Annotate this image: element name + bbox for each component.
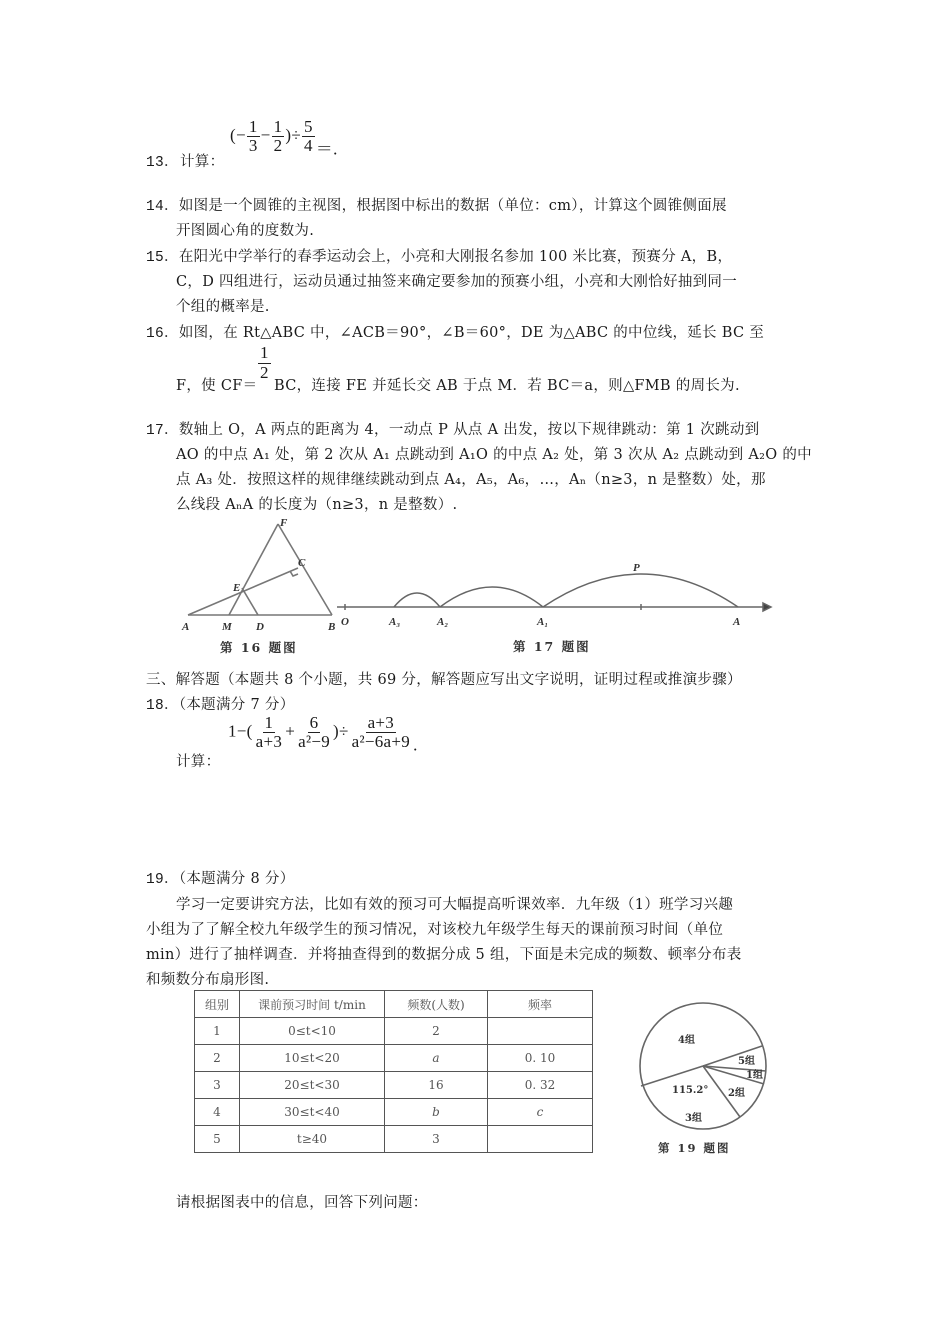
svg-text:P: P xyxy=(633,562,640,574)
svg-text:A₁: A₁ xyxy=(537,616,549,628)
question-number: 17． xyxy=(146,423,179,439)
question-14-line2: 开图圆心角的度数为. xyxy=(176,223,315,239)
question-score: （本题满分 7 分） xyxy=(178,697,295,713)
question-number: 19． xyxy=(146,872,179,888)
question-number: 15． xyxy=(146,250,179,266)
header-cell: 组别 xyxy=(195,991,240,1018)
svg-text:M: M xyxy=(222,621,232,633)
figure-17 xyxy=(333,555,778,660)
svg-text:D: D xyxy=(256,621,264,633)
text-segment: F，使 CF＝ xyxy=(176,378,258,394)
cell: 0. 32 xyxy=(488,1072,593,1099)
question-text: 数轴上 O，A 两点的距离为 4，一动点 P 从点 A 出发，按以下规律跳动：第 1 次跳动到 xyxy=(178,422,760,438)
section-heading: 三、解答题（本题共 8 个小题，共 69 分，解答题应写出文字说明，证明过程或推演步骤） xyxy=(146,672,742,688)
figure-17-caption: 第 17 题图 xyxy=(513,639,591,654)
svg-text:F: F xyxy=(280,518,288,529)
pie-chart-caption: 第 19 题图 xyxy=(658,1141,731,1155)
svg-text:E: E xyxy=(233,582,241,594)
header-cell: 频数(人数) xyxy=(385,991,488,1018)
svg-text:115.2°: 115.2° xyxy=(672,1085,709,1096)
cell: 2 xyxy=(195,1045,240,1072)
question-label: 计算： xyxy=(180,154,225,170)
svg-text:O: O xyxy=(341,616,349,628)
cell xyxy=(488,1126,593,1153)
cell: 10≤t<20 xyxy=(240,1045,385,1072)
question-17-line3: 点 A₃ 处．按照这样的规律继续跳动到点 A₄，A₅，A₆，…，Aₙ（n≥3，n 是整数）处，那 xyxy=(176,472,766,488)
cell: 2 xyxy=(385,1018,488,1045)
cell: 0≤t<10 xyxy=(240,1018,385,1045)
cell: 3 xyxy=(385,1126,488,1153)
table-row xyxy=(195,1099,593,1126)
question-label: 计算： xyxy=(176,754,221,770)
question-15-line2: C，D 四组进行，运动员通过抽签来确定要参加的预赛小组，小亮和大刚恰好抽到同一 xyxy=(176,274,738,290)
cell: 1 xyxy=(195,1018,240,1045)
cell: 16 xyxy=(385,1072,488,1099)
cell: a xyxy=(385,1045,488,1072)
cell: 30≤t<40 xyxy=(240,1099,385,1126)
question-19-para-4: 和频数分布扇形图. xyxy=(146,972,270,988)
question-15-line3: 个组的概率是. xyxy=(176,299,270,315)
table-row xyxy=(195,1045,593,1072)
svg-text:3组: 3组 xyxy=(685,1113,702,1124)
svg-text:B: B xyxy=(328,621,336,633)
table-row xyxy=(195,1126,593,1153)
question-text: 如图是一个圆锥的主视图，根据图中标出的数据（单位：cm），计算这个圆锥侧面展 xyxy=(178,198,727,214)
question-text: 在阳光中学举行的春季运动会上，小亮和大刚报名参加 100 米比赛，预赛分 A，B， xyxy=(178,249,733,265)
question-number: 18． xyxy=(146,698,179,714)
table-row xyxy=(195,1018,593,1045)
figure-16 xyxy=(172,518,347,658)
question-number: 13． xyxy=(146,155,179,171)
question-text: 如图，在 Rt△ABC 中，∠ACB＝90°，∠B＝60°，DE 为△ABC 的中位线，延长 BC 至 xyxy=(178,325,765,341)
svg-text:A: A xyxy=(182,621,190,633)
question-17-line2: AO 的中点 A₁ 处，第 2 次从 A₁ 点跳动到 A₁O 的中点 A₂ 处，第 3 次从 A₂ 点跳动到 A₂O 的中 xyxy=(176,447,812,463)
triangle-diagram xyxy=(172,518,347,658)
question-17-line4: 么线段 AₙA 的长度为（n≥3，n 是整数）. xyxy=(176,497,458,513)
cell: 20≤t<30 xyxy=(240,1072,385,1099)
question-number: 14． xyxy=(146,199,179,215)
question-16 xyxy=(146,321,764,342)
math-expression: 1−( $\frac{1}{a+3}$ + $\frac{6}{\text{a²−9}}$ )÷ $\frac{a+3}{\text{a²−6a+9}}$ . xyxy=(228,713,418,755)
question-number: 16． xyxy=(146,326,179,342)
svg-text:A₃: A₃ xyxy=(389,616,401,628)
frequency-table xyxy=(194,990,593,1153)
text-segment: BC，连接 FE 并延长交 AB 于点 M．若 BC＝a，则△FMB 的周长为. xyxy=(274,378,740,394)
table-row xyxy=(195,1072,593,1099)
svg-text:2组: 2组 xyxy=(728,1088,745,1099)
cell xyxy=(488,1018,593,1045)
question-14 xyxy=(146,194,727,215)
svg-text:A: A xyxy=(733,616,741,628)
cell: 3 xyxy=(195,1072,240,1099)
svg-text:C: C xyxy=(298,557,306,569)
question-19 xyxy=(146,867,295,888)
svg-text:5组: 5组 xyxy=(738,1056,755,1067)
question-15 xyxy=(146,245,732,266)
cell: 4 xyxy=(195,1099,240,1126)
figure-16-caption: 第 16 题图 xyxy=(220,640,298,655)
svg-text:4组: 4组 xyxy=(678,1035,695,1046)
cell: 5 xyxy=(195,1126,240,1153)
number-line-diagram xyxy=(333,555,778,635)
table-header-row xyxy=(195,991,593,1018)
question-19-para-1: 学习一定要讲究方法，比如有效的预习可大幅提高听课效率．九年级（1）班学习兴趣 xyxy=(176,897,734,913)
pie-chart xyxy=(620,998,780,1158)
cell: t≥40 xyxy=(240,1126,385,1153)
question-score: （本题满分 8 分） xyxy=(178,871,295,887)
question-19-para-2: 小组为了了解全校九年级学生的预习情况，对该校九年级学生每天的课前预习时间（单位 xyxy=(146,922,724,938)
question-17 xyxy=(146,418,759,439)
svg-text:A₂: A₂ xyxy=(437,616,449,628)
header-cell: 频率 xyxy=(488,991,593,1018)
question-19-para-3: min）进行了抽样调查．并将抽查得到的数据分成 5 组，下面是未完成的频数、顿率分布表 xyxy=(146,947,742,963)
cell: b xyxy=(385,1099,488,1126)
question-19-prompt: 请根据图表中的信息，回答下列问题： xyxy=(176,1195,428,1211)
svg-text:1组: 1组 xyxy=(746,1070,763,1081)
question-18 xyxy=(146,693,295,714)
cell: 0. 10 xyxy=(488,1045,593,1072)
cell: c xyxy=(488,1099,593,1126)
header-cell: 课前预习时间 t/min xyxy=(240,991,385,1018)
math-expression: (− $\frac{1}{3}$ − $\frac{1}{2}$ )÷ $\frac{5}{4}$ ＝. xyxy=(230,117,338,159)
fraction-half: 1 2 xyxy=(260,343,269,382)
pie-chart-graphic xyxy=(620,998,780,1138)
